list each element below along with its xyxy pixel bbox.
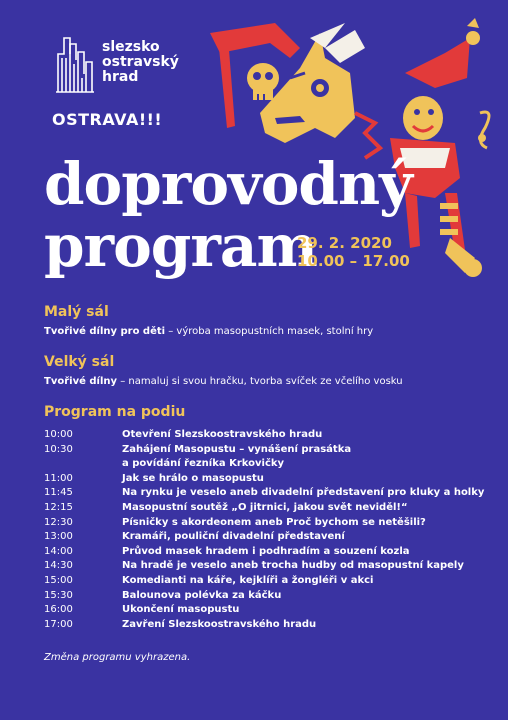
schedule-row <box>44 501 484 516</box>
schedule-event: a povídání řezníka Krkovičky <box>122 458 285 470</box>
section-heading-velky-sal: Velký sál <box>44 354 115 370</box>
schedule-event: Na rynku je veselo aneb divadelní představení pro kluky a holky <box>122 487 485 499</box>
schedule-row <box>44 516 484 531</box>
schedule-time: 11:00 <box>44 472 73 484</box>
schedule-event: Masopustní soutěž „O jitrnici, jakou svět neviděl!“ <box>122 501 408 513</box>
schedule-event: Otevření Slezskoostravského hradu <box>122 429 323 440</box>
schedule-time: 10:00 <box>44 429 73 440</box>
velky-sal-description <box>44 376 403 387</box>
schedule-time: 15:30 <box>44 589 73 601</box>
schedule-row <box>44 457 484 472</box>
title-line-1: doprovodný <box>44 150 412 218</box>
schedule-event: Písničky s akordeonem aneb Proč bychom se netěšili? <box>122 516 426 528</box>
schedule-event: Balounova polévka za káčku <box>122 589 282 601</box>
schedule-row <box>44 443 484 458</box>
program-note: Změna programu vyhrazena. <box>44 652 191 663</box>
schedule-row <box>44 618 484 633</box>
schedule-event: Na hradě je veselo aneb trocha hudby od masopustní kapely <box>122 560 464 572</box>
schedule-row <box>44 530 484 545</box>
schedule-time: 15:00 <box>44 574 73 586</box>
schedule-event: Komedianti na káře, kejklíři a žongléři v akci <box>122 574 374 586</box>
schedule-row <box>44 545 484 560</box>
schedule-row <box>44 428 484 443</box>
schedule-time: 11:45 <box>44 487 73 499</box>
schedule-time: 14:30 <box>44 560 73 572</box>
castle-logo-icon <box>54 34 94 94</box>
schedule-event: Zahájení Masopustu – vynášení prasátka <box>122 443 352 455</box>
logo-text: slezsko ostravský hrad <box>102 39 179 85</box>
schedule-list <box>44 428 484 632</box>
schedule-time: 12:30 <box>44 516 73 528</box>
event-time: 10.00 – 17.00 <box>297 252 410 270</box>
event-day: 29. 2. 2020 <box>297 234 392 252</box>
schedule-event: Zavření Slezskoostravského hradu <box>122 618 317 630</box>
section-heading-program: Program na podiu <box>44 404 186 420</box>
schedule-event: Jak se hrálo o masopustu <box>122 472 264 484</box>
schedule-row <box>44 603 484 618</box>
schedule-row <box>44 486 484 501</box>
title-line-2: program <box>44 212 317 280</box>
schedule-time: 13:00 <box>44 531 73 543</box>
schedule-row <box>44 559 484 574</box>
schedule-event: Průvod masek hradem i podhradím a souzení kozla <box>122 545 410 557</box>
event-date <box>297 234 410 270</box>
section-heading-maly-sal: Malý sál <box>44 304 109 320</box>
schedule-row <box>44 574 484 589</box>
schedule-time: 14:00 <box>44 545 73 557</box>
schedule-time: 10:30 <box>44 443 73 455</box>
maly-sal-label: Tvořivé dílny pro děti <box>44 326 166 337</box>
velky-sal-desc: – namaluj si svou hračku, tvorba svíček ze včelího vosku <box>117 376 403 387</box>
schedule-row <box>44 472 484 487</box>
schedule-time: 12:15 <box>44 501 73 513</box>
schedule-event: Ukončení masopustu <box>122 604 240 616</box>
schedule-event: Kramáři, pouliční divadelní představení <box>122 531 345 543</box>
schedule-row <box>44 589 484 604</box>
maly-sal-description <box>44 326 373 337</box>
tagline: OSTRAVA!!! <box>52 110 163 129</box>
schedule-time: 17:00 <box>44 618 73 630</box>
schedule-time <box>44 457 122 472</box>
maly-sal-desc: – výroba masopustních masek, stolní hry <box>165 326 374 337</box>
schedule-time: 16:00 <box>44 604 73 616</box>
velky-sal-label: Tvořivé dílny <box>44 376 118 387</box>
